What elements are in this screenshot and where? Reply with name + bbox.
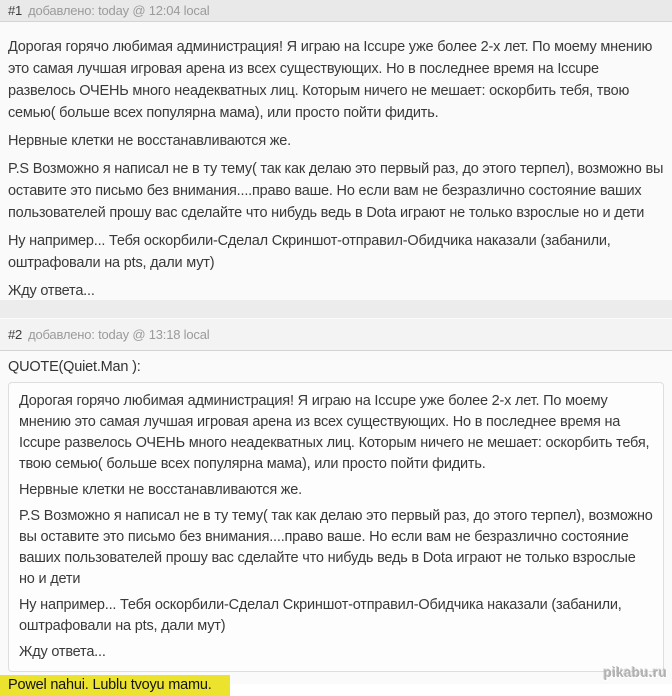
post-timestamp: добавлено: today @ 13:18 local [28,327,210,342]
watermark: pikabu.ru [603,665,667,680]
post-paragraph: Ну например... Тебя оскорбили-Сделал Скриншот-отправил-Обидчика наказали (забанили, оштрафовали на pts, дали мут) [8,233,611,271]
highlighted-reply-text: Powel nahui. Lublu tvoyu mamu. [0,675,230,696]
post-paragraph: Жду ответа... [8,283,95,299]
highlight-row [0,674,664,696]
post-paragraph: P.S Возможно я написал не в ту тему( так как делаю это первый раз, до этого терпел), возможно вы оставите это письмо без внимания....право ваше. Но если вам не безразлично состояние ваших пользователей прошу вас сделайте что нибудь ведь в Dota играют не только взрослые но и дети [8,161,664,221]
post-1-header [0,0,672,22]
post-1 [0,0,672,300]
quote-paragraph: Дорогая горячо любимая администрация! Я играю на Iccupe уже более 2-х лет. По моему мнению это самая лучшая игровая арена из всех существующих. Но в последнее время на Iccupe развелось ОЧЕНЬ много неадекватных лиц. Которым ничего не мешает: оскорбить тебя, твою семью( больше всех популярна мама), или просто пойти фидить. [19,393,650,472]
quote-box [8,382,664,672]
post-2 [0,318,672,693]
post-number: #2 [8,327,23,342]
post-1-body [0,22,672,300]
post-paragraph: Нервные клетки не восстанавливаются же. [8,133,292,149]
post-separator [0,300,672,318]
quote-paragraph: P.S Возможно я написал не в ту тему( так как делаю это первый раз, до этого терпел), возможно вы оставите это письмо без внимания....право ваше. Но если вам не безразлично состояние ваших пользователей прошу вас сделайте что нибудь ведь в Dota играют не только взрослые но и дети [19,508,653,587]
post-paragraph: Дорогая горячо любимая администрация! Я играю на Iccupe уже более 2-х лет. По моему мнению это самая лучшая игровая арена из всех существующих. Но в последнее время на Iccupe развелось ОЧЕНЬ много неадекватных лиц. Которым ничего не мешает: оскорбить тебя, твою семью( больше всех популярна мама), или просто пойти фидить. [8,39,653,121]
post-timestamp: добавлено: today @ 12:04 local [28,3,210,18]
quote-paragraph: Жду ответа... [19,644,106,660]
post-number: #1 [8,3,23,18]
quote-paragraph: Нервные клетки не восстанавливаются же. [19,482,303,498]
post-2-body [0,351,672,693]
quote-header: QUOTE(Quiet.Man ): [8,359,141,375]
quote-paragraph: Ну например... Тебя оскорбили-Сделал Скриншот-отправил-Обидчика наказали (забанили, оштрафовали на pts, дали мут) [19,597,622,634]
post-2-header [0,318,672,351]
